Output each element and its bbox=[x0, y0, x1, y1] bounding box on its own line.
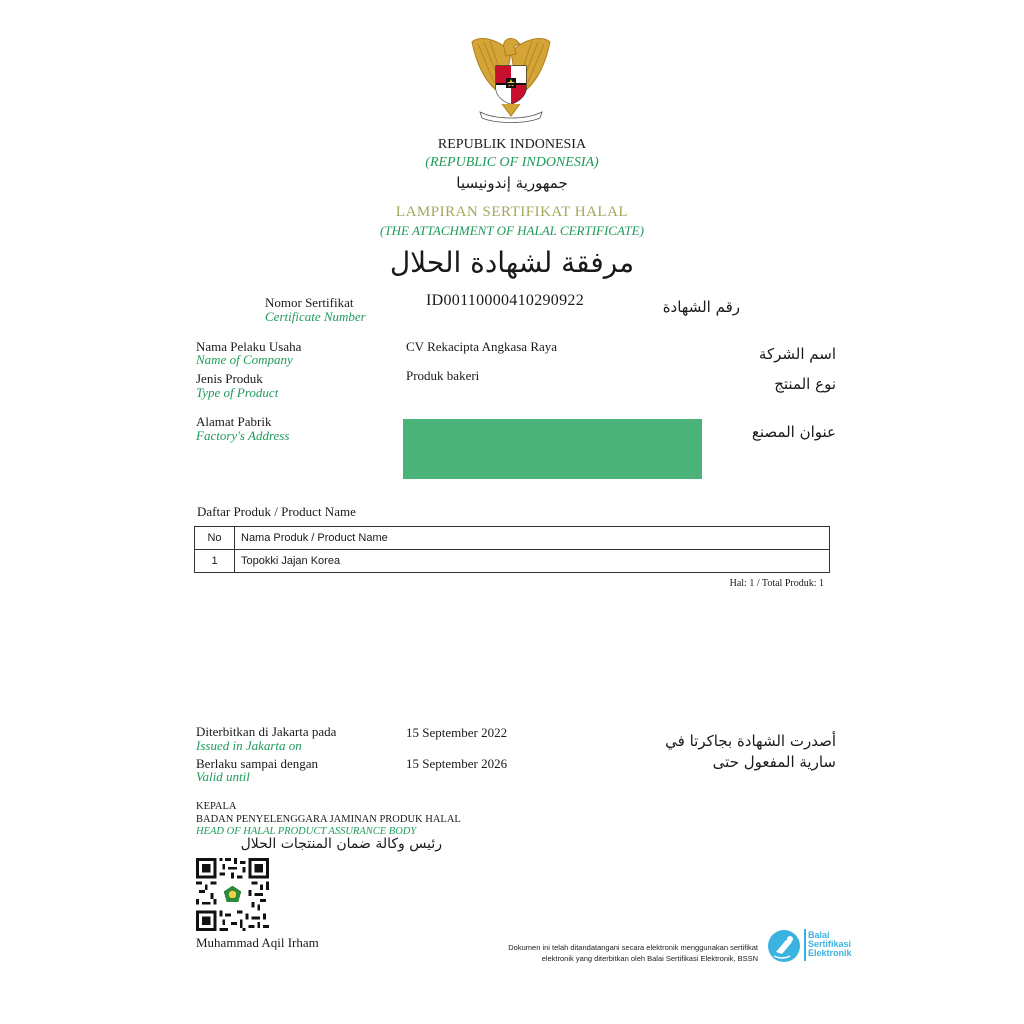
issued-label-ar: أصدرت الشهادة بجاكرتا في bbox=[665, 732, 836, 750]
valid-label-en: Valid until bbox=[196, 769, 250, 784]
address-label-en: Factory's Address bbox=[196, 428, 290, 443]
certificate-number-value: ID00110000410290922 bbox=[426, 292, 584, 309]
valid-date-value: 15 September 2026 bbox=[406, 756, 508, 771]
certificate-number-label: Nomor Sertifikat bbox=[265, 295, 354, 310]
address-label-ar: عنوان المصنع bbox=[751, 423, 836, 441]
column-header-no: No bbox=[195, 527, 235, 550]
signatory-name: Muhammad Aqil Irham bbox=[196, 935, 319, 950]
table-cell-product-name: Topokki Jajan Korea bbox=[235, 550, 830, 573]
company-label-en: Name of Company bbox=[196, 352, 293, 367]
electronic-signature-note-line1: Dokumen ini telah ditandatangani secara elektronik menggunakan sertifikat bbox=[508, 943, 758, 952]
country-title-en: (REPUBLIC OF INDONESIA) bbox=[425, 155, 599, 170]
electronic-signature-note-line2: elektronik yang diterbitkan oleh Balai Sertifikasi Elektronik, BSSN bbox=[541, 954, 758, 963]
issued-label: Diterbitkan di Jakarta pada bbox=[196, 724, 337, 739]
product-table bbox=[194, 526, 830, 573]
company-label: Nama Pelaku Usaha bbox=[196, 339, 302, 354]
signatory-agency-ar: رئيس وكالة ضمان المنتجات الحلال bbox=[240, 836, 442, 852]
bsre-wordmark-line3: Elektronik bbox=[808, 948, 852, 958]
product-type-label: Jenis Produk bbox=[196, 371, 263, 386]
valid-label: Berlaku sampai dengan bbox=[196, 756, 319, 771]
electronic-signature-note bbox=[440, 942, 758, 964]
document-title-en: (THE ATTACHMENT OF HALAL CERTIFICATE) bbox=[380, 223, 644, 238]
product-type-label-ar: نوع المنتج bbox=[774, 375, 836, 393]
country-title-id: REPUBLIK INDONESIA bbox=[437, 137, 587, 152]
country-title-ar: جمهورية إندونيسيا bbox=[456, 174, 568, 192]
column-header-product-name: Nama Produk / Product Name bbox=[235, 527, 830, 550]
company-value: CV Rekacipta Angkasa Raya bbox=[406, 339, 558, 354]
signatory-title: KEPALA bbox=[196, 801, 237, 812]
bsre-wordmark bbox=[808, 931, 852, 958]
company-label-ar: اسم الشركة bbox=[758, 345, 836, 363]
bsre-logo-icon bbox=[766, 928, 802, 964]
address-redaction bbox=[403, 419, 702, 479]
valid-label-ar: سارية المفعول حتى bbox=[712, 753, 836, 771]
bsre-divider bbox=[804, 929, 806, 961]
pagination-text: Hal: 1 / Total Produk: 1 bbox=[729, 578, 824, 589]
signatory-agency: BADAN PENYELENGGARA JAMINAN PRODUK HALAL bbox=[196, 814, 461, 825]
qr-code-icon bbox=[196, 858, 269, 931]
signatory-agency-en: HEAD OF HALAL PRODUCT ASSURANCE BODY bbox=[196, 826, 417, 837]
table-cell-no: 1 bbox=[195, 550, 235, 573]
table-row bbox=[195, 550, 830, 573]
bsre-wordmark-line1: Balai bbox=[808, 930, 830, 940]
issued-date-value: 15 September 2022 bbox=[406, 725, 508, 740]
certificate-number-label-en: Certificate Number bbox=[265, 309, 366, 324]
table-header-row bbox=[195, 527, 830, 550]
bsre-wordmark-line2: Sertifikasi bbox=[808, 939, 852, 949]
product-type-label-en: Type of Product bbox=[196, 385, 279, 400]
product-type-value: Produk bakeri bbox=[406, 368, 480, 383]
garuda-emblem-icon bbox=[466, 32, 556, 126]
product-list-heading: Daftar Produk / Product Name bbox=[197, 504, 356, 519]
document-title-ar: مرفقة لشهادة الحلال bbox=[389, 246, 635, 279]
address-label: Alamat Pabrik bbox=[196, 414, 272, 429]
document-title-id: LAMPIRAN SERTIFIKAT HALAL bbox=[395, 204, 629, 220]
certificate-number-label-ar: رقم الشهادة bbox=[662, 298, 740, 316]
issued-label-en: Issued in Jakarta on bbox=[196, 738, 302, 753]
